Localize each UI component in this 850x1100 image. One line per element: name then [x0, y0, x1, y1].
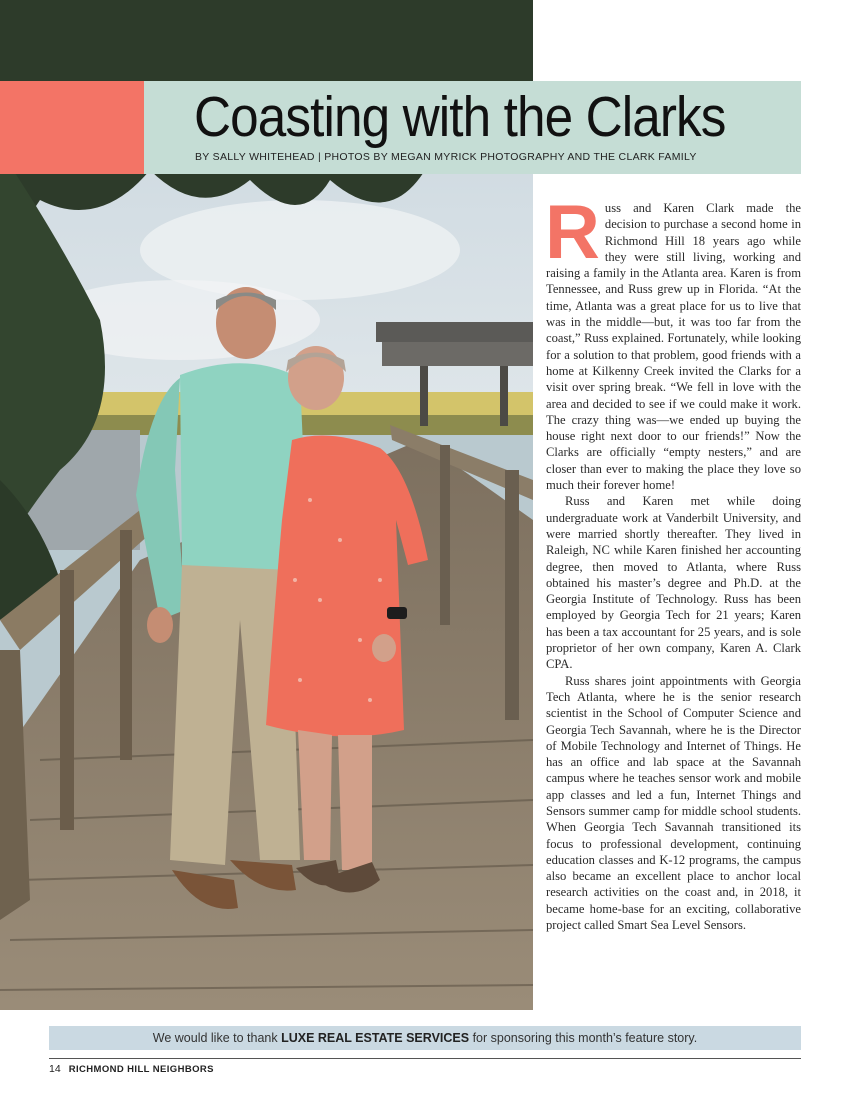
accent-block [0, 81, 144, 174]
paragraph-text: uss and Karen Clark made the decision to purchase a second home in Richmond Hill 18 years ago while they were still living, working and raising a family in the Atlanta area. Karen is from Tennessee, and Russ grew up in Florida. “At the time, Atlanta was a great place for us to live that was in the middle—but, it was too far from the coast,” Russ explained. Fortunately, while looking for a solution to that problem, good friends with a home at Kilkenny Creek invited the Clarks for a visit over spring break. “We fell in love with the area and decided to see if we could make it work. The crazy thing was—we ended up buying the house right next door to our friends!” Now the Clarks are officially “empty nesters,” and are closer than ever to making the place they love so much their forever home! [546, 201, 801, 493]
sponsor-banner [49, 1026, 801, 1050]
sponsor-prefix: We would like to thank [152, 1031, 282, 1045]
article-paragraph: Russ and Karen met while doing undergraduate work at Vanderbilt University, and were married shortly thereafter. They lived in Raleigh, NC while Karen finished her accounting degree, then moved to Atlanta, where Russ obtained his master’s degree and Ph.D. at the Georgia Institute of Technology. Russ has been employed by Georgia Tech for 21 years; Karen has been a tax accountant for 25 years, and is sole proprietor of her own company, Karen A. Clark CPA. [546, 494, 801, 672]
article-paragraph: Russ shares joint appointments with Georgia Tech Atlanta, where he is the senior research scientist in the School of Computer Science and Georgia Tech Savannah, where he is the Director of Mobile Technology and Internet of Things. He has an office and lab space at the Savannah campus where he teaches sensor work and mobile app classes and led a fun, Internet Things and Sensors summer camp for middle school students. When Georgia Tech Savannah transitioned its focus to professional development, continuing education classes and K-12 programs, the campus also became an excellent place to anchor local research activities on the coast and, in 2018, it became home-base for an exciting, collaborative project called Smart Sea Level Sensors. [546, 673, 801, 933]
title-band [144, 81, 801, 174]
article-paragraph [545, 190, 801, 493]
article-body [545, 190, 801, 933]
sponsor-name: LUXE REAL ESTATE SERVICES [281, 1031, 470, 1045]
footer-rule [49, 1058, 801, 1059]
page-number: 14 [49, 1063, 61, 1075]
article-title: Coasting with the Clarks [194, 85, 726, 149]
byline: BY SALLY WHITEHEAD | PHOTOS BY MEGAN MYRICK PHOTOGRAPHY AND THE CLARK FAMILY [195, 151, 697, 163]
folio [49, 1063, 214, 1075]
sponsor-suffix: for sponsoring this month’s feature story. [469, 1031, 698, 1045]
drop-cap: R [545, 190, 600, 275]
magazine-name: RICHMOND HILL NEIGHBORS [68, 1064, 214, 1075]
